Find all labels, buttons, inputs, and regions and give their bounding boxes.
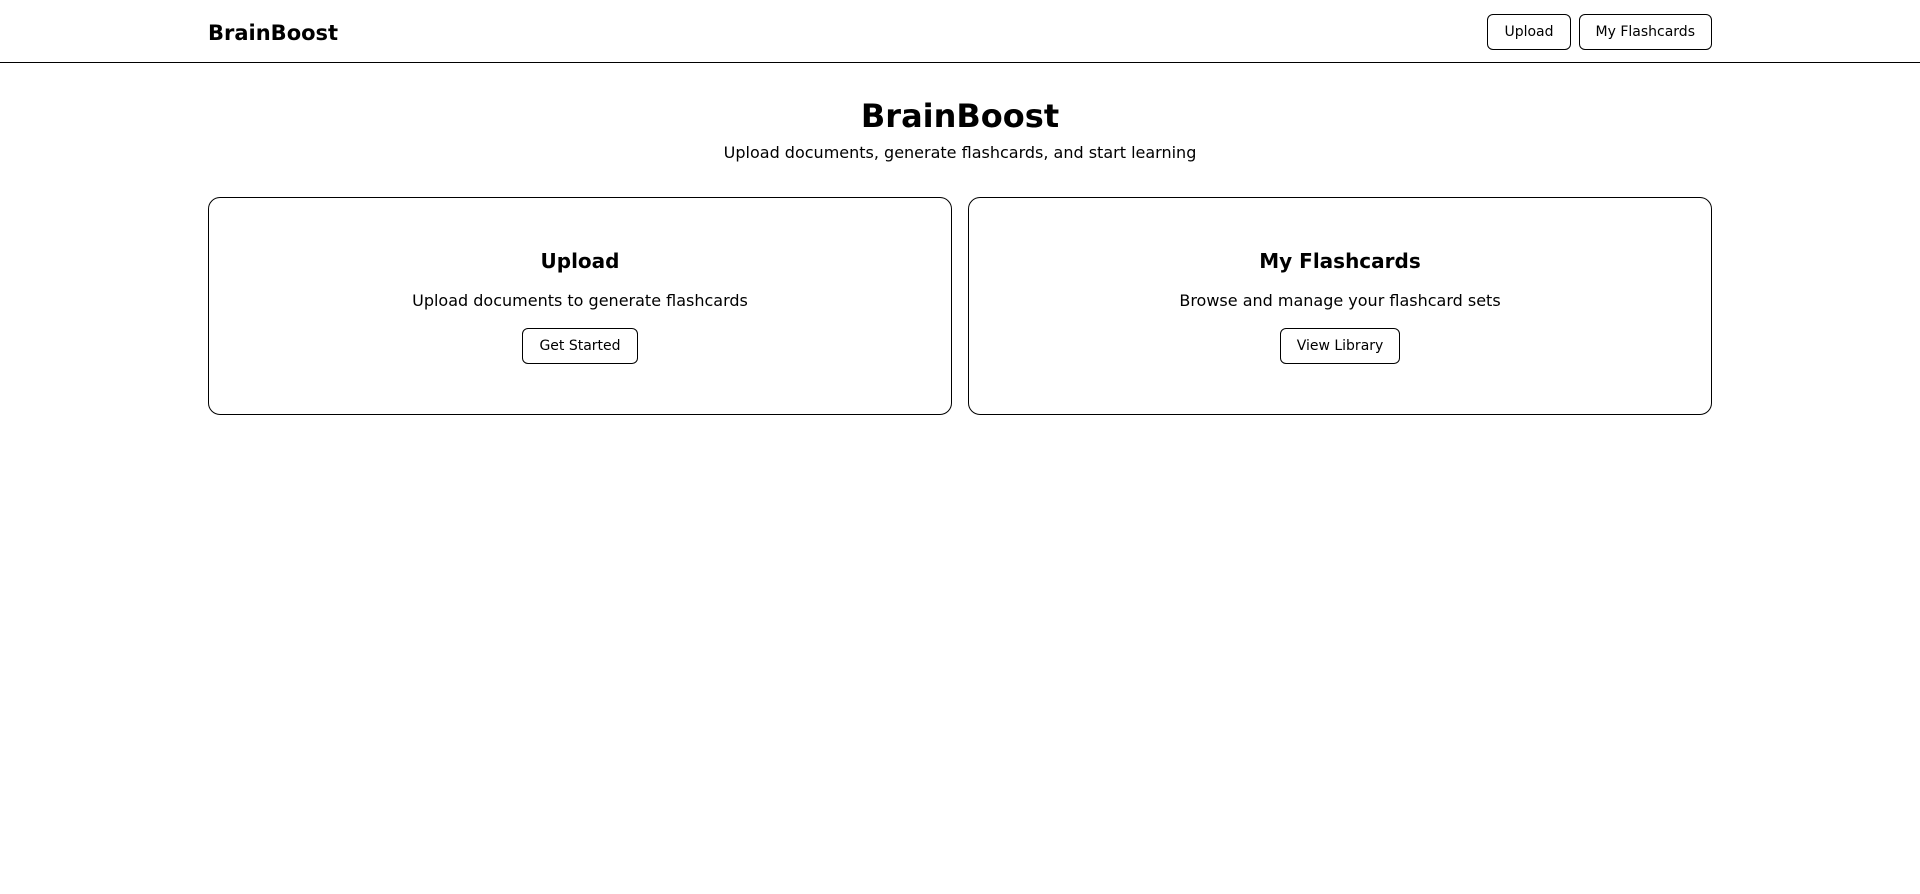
get-started-button[interactable]: Get Started	[522, 328, 637, 364]
main-content	[0, 96, 1920, 354]
brand-logo[interactable]: BrainBoost	[208, 21, 339, 45]
feature-cards	[208, 197, 1712, 415]
my-flashcards-card	[968, 197, 1712, 415]
upload-card-description: Upload documents to generate flashcards	[412, 291, 748, 310]
page-title: BrainBoost	[860, 97, 1060, 135]
hero-section	[0, 96, 1920, 164]
top-navbar	[0, 0, 1920, 63]
view-library-button[interactable]: View Library	[1280, 328, 1401, 364]
nav-my-flashcards-button[interactable]: My Flashcards	[1579, 14, 1712, 50]
nav-upload-button[interactable]: Upload	[1487, 14, 1570, 50]
upload-card-title: Upload	[540, 249, 620, 273]
my-flashcards-card-description: Browse and manage your flashcard sets	[1179, 291, 1501, 310]
header-nav	[1487, 14, 1712, 50]
upload-card	[208, 197, 952, 415]
page-subtitle: Upload documents, generate flashcards, and start learning	[723, 143, 1197, 162]
my-flashcards-card-title: My Flashcards	[1259, 249, 1421, 273]
